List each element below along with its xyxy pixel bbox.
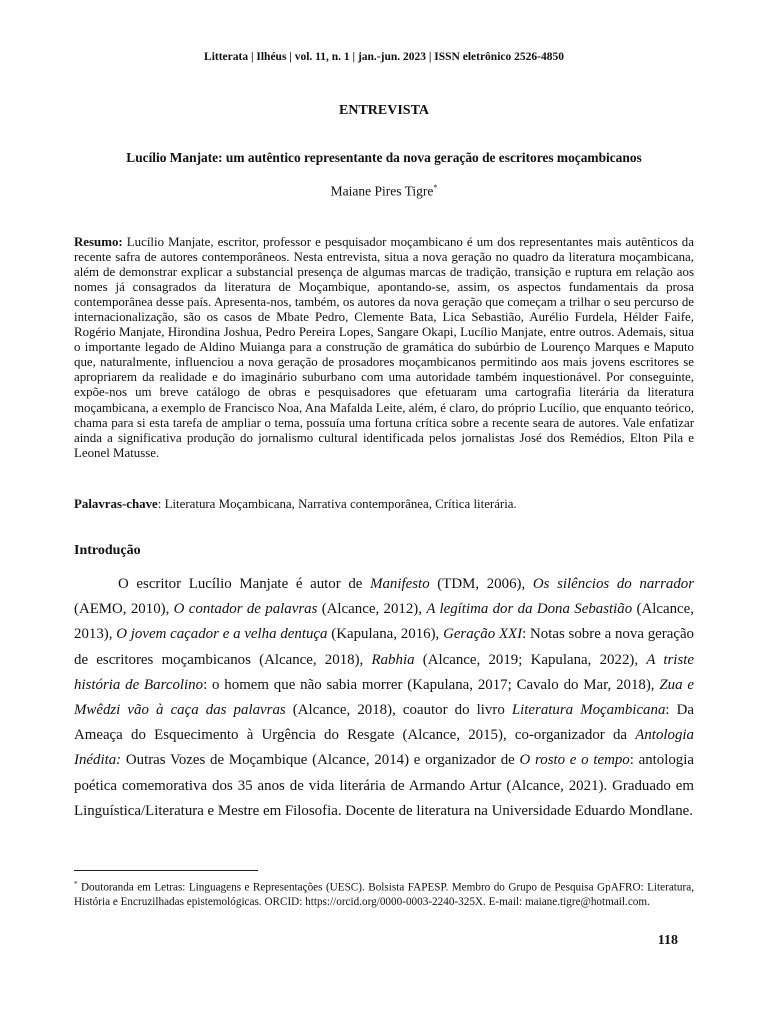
book-title: Zua e Mwêdzi vão à caça das palavras	[74, 676, 694, 719]
book-title: Manifesto	[370, 576, 430, 592]
book-title: O jovem caçador e a velha dentuça	[116, 626, 328, 643]
book-title: A triste história de Barcolino	[74, 651, 694, 693]
author-name: Maiane Pires Tigre	[330, 183, 434, 199]
intro-text: (Alcance, 2012),	[317, 601, 427, 618]
book-title: O contador de palavras	[173, 601, 318, 618]
running-head: Litterata | Ilhéus | vol. 11, n. 1 | jan.-jun. 2023 | ISSN eletrônico 2526-4850	[204, 51, 564, 63]
article-title: Lucílio Manjate: um autêntico representante da nova geração de escritores moçambicanos	[126, 150, 642, 165]
introduction-paragraph	[74, 572, 694, 824]
book-title: Os silêncios do narrador	[532, 576, 694, 592]
intro-text: : Da Ameaça do Esquecimento à Urgência do Resgate (Alcance, 2015), co-organizador da	[74, 702, 694, 744]
intro-text: : o homem que não sabia morrer (Kapulana, 2017; Cavalo do Mar, 2018),	[203, 676, 660, 693]
intro-text: (AEMO, 2010),	[74, 601, 174, 618]
footnote-text: Doutoranda em Letras: Linguagens e Representações (UESC). Bolsista FAPESP. Membro do Grupo de Pesquisa GpAFRO: Literatura, História e Encruzilhadas epistemológicas. ORCID: https://orcid.org/0000-0003-2240-325X. E-mail: maiane.tigre@hotmail.com.	[74, 881, 694, 908]
author-footnote-marker[interactable]: *	[433, 183, 438, 192]
intro-text: (Alcance, 2013),	[74, 601, 694, 643]
intro-text: : antologia poética comemorativa dos 35 anos de vida literária de Armando Artur (Alcance, 2021). Graduado em Linguística/Literatura e Mestre em Filosofia. Docente de literatura na Universidade Eduardo Mondlane.	[74, 752, 694, 819]
book-title: O rosto e o tempo	[519, 752, 630, 769]
book-title: Rabhia	[371, 651, 415, 668]
intro-text: (Alcance, 2019; Kapulana, 2022),	[414, 651, 647, 668]
book-title: Antologia Inédita:	[74, 727, 694, 769]
abstract-text: Lucílio Manjate, escritor, professor e pesquisador moçambicano é um dos representantes mais autênticos da recente safra de autores contemporâneos. Nesta entrevista, situa a nova geração no quadro da literatura moçambicana, além de demonstrar explicar a substancial presença de algumas marcas de tradição, transição e ruptura em relação aos nomes já consagrados da literatura de Moçambique, apontando-se, assim, os aspectos fundamentais da prosa contemporânea desse país. Apresenta-nos, também, os autores da nova geração que começam a trilhar o seu percurso de internacionalização, são os casos de Mbate Pedro, Clemente Bata, Lica Sebastião, Aurélio Furdela, Hélder Faife, Rogério Manjate, Hirondina Joshua, Pedro Pereira Lopes, Sangare Okapi, Lucílio Manjate, entre outros. Ademais, situa o importante legado de Aldino Muianga para a construção de gramática do subúrbio de Lourenço Marques e Maputo que, naturalmente, influenciou a nova geração de prosadores moçambicanos permitindo aos mais jovens escritores se apropriarem da realidade e do imaginário suburbano com uma autoridade também inquestionável. Por conseguinte, expõe-nos um breve catálogo de obras e pesquisadores que efetuaram uma cartografia literária da literatura moçambicana, a exemplo de Francisco Noa, Ana Mafalda Leite, além, é claro, do próprio Lucílio, que enquanto teórico, chama para si esta tarefa de ampliar o tema, possuía uma fortuna crítica sobre a recente seara de autores. Vale enfatizar ainda a significativa produção do jornalismo cultural identificada pelos jornalistas José dos Remédios, Elton Pila e Leonel Matusse.	[74, 235, 694, 460]
intro-text: (Kapulana, 2016),	[327, 626, 444, 643]
book-title: A legítima dor da Dona Sebastião	[426, 601, 633, 618]
author-line	[0, 183, 768, 200]
intro-text: O escritor Lucílio Manjate é autor de	[118, 576, 371, 592]
footnote-marker: *	[74, 880, 78, 888]
abstract	[74, 235, 694, 461]
page-number: 118	[657, 933, 678, 948]
intro-text: (Alcance, 2018), coautor do livro	[285, 702, 512, 719]
keywords-label: Palavras-chave	[74, 497, 158, 511]
book-title: Literatura Moçambicana	[511, 702, 666, 719]
abstract-label: Resumo:	[74, 235, 123, 249]
intro-text: Outras Vozes de Moçambique (Alcance, 2014) e organizador de	[121, 752, 520, 769]
footnote	[74, 878, 694, 909]
footnote-divider	[74, 870, 258, 871]
keywords-text: : Literatura Moçambicana, Narrativa contemporânea, Crítica literária.	[157, 497, 517, 511]
keywords	[74, 497, 694, 512]
intro-text: : Notas sobre a nova geração de escritores moçambicanos (Alcance, 2018),	[74, 626, 694, 668]
section-label: ENTREVISTA	[339, 103, 429, 118]
book-title: Geração XXI	[443, 626, 523, 643]
intro-text: (TDM, 2006),	[429, 576, 533, 592]
introduction-heading: Introdução	[74, 543, 141, 558]
